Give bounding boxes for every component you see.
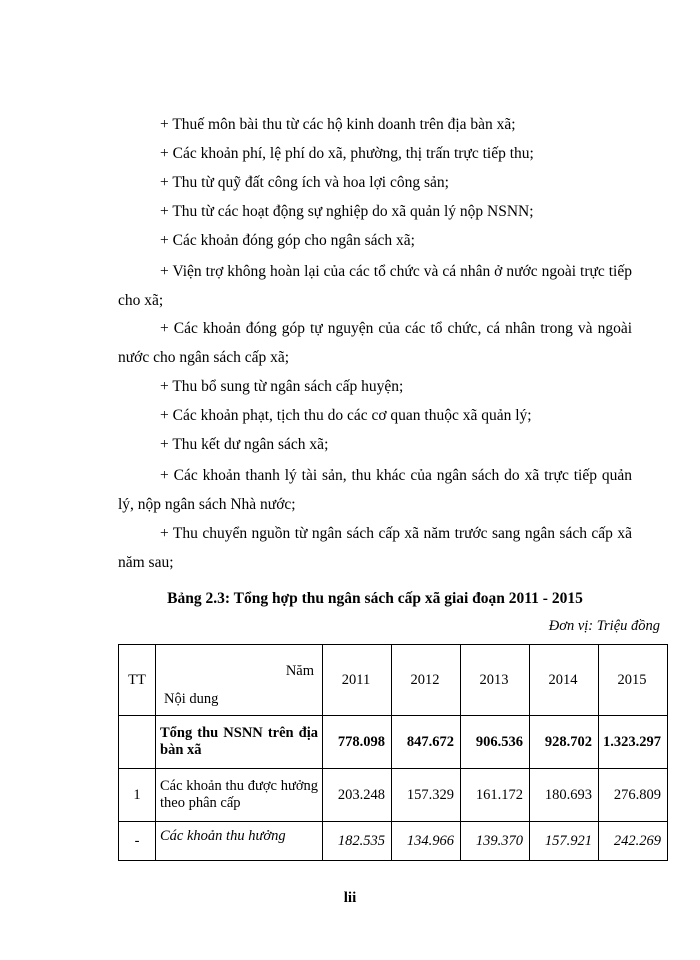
bullet-3: + Thu từ quỹ đất công ích và hoa lợi công sản; [160, 174, 449, 191]
bullet-6: + Viện trợ không hoàn lại của các tổ chức và cá nhân ở nước ngoài trực tiếp cho xã; [118, 263, 632, 309]
bullet-7: + Các khoản đóng góp tự nguyện của các tổ chức, cá nhân trong và ngoài nước cho ngân sách cấp xã; [118, 320, 632, 366]
row-value: 157.921 [530, 822, 599, 861]
header-nam: Năm [285, 663, 314, 679]
row-tt [119, 716, 156, 769]
row-value: 906.536 [461, 716, 530, 769]
table-unit: Đơn vị: Triệu đồng [548, 618, 660, 634]
bullet-5: + Các khoản đóng góp cho ngân sách xã; [160, 232, 415, 249]
header-year: 2011 [323, 645, 392, 716]
row-content: Các khoản thu được hưởng theo phân cấp [156, 769, 323, 822]
row-content: Tổng thu NSNN trên địa bàn xã [156, 716, 323, 769]
table-caption: Bảng 2.3: Tổng hợp thu ngân sách cấp xã giai đoạn 2011 - 2015 [167, 590, 583, 607]
bullet-12: + Thu chuyển nguồn từ ngân sách cấp xã năm trước sang ngân sách cấp xã năm sau; [118, 525, 632, 571]
bullet-1: + Thuế môn bài thu từ các hộ kinh doanh trên địa bàn xã; [160, 116, 516, 133]
row-value: 1.323.297 [599, 716, 668, 769]
row-value: 139.370 [461, 822, 530, 861]
row-value: 847.672 [392, 716, 461, 769]
row-content: Các khoản thu hưởng [156, 822, 323, 861]
bullet-11: + Các khoản thanh lý tài sản, thu khác của ngân sách do xã trực tiếp quản lý, nộp ngân sách Nhà nước; [118, 467, 632, 513]
bullet-9: + Các khoản phạt, tịch thu do các cơ quan thuộc xã quản lý; [160, 407, 532, 424]
row-tt: 1 [119, 769, 156, 822]
bullet-4: + Thu từ các hoạt động sự nghiệp do xã quản lý nộp NSNN; [160, 203, 534, 220]
header-year: 2014 [530, 645, 599, 716]
bullet-2: + Các khoản phí, lệ phí do xã, phường, thị trấn trực tiếp thu; [160, 145, 534, 162]
header-year: 2012 [392, 645, 461, 716]
bullet-8: + Thu bổ sung từ ngân sách cấp huyện; [160, 378, 404, 395]
row-value: 180.693 [530, 769, 599, 822]
header-year: 2013 [461, 645, 530, 716]
table-row [119, 769, 668, 822]
row-value: 242.269 [599, 822, 668, 861]
row-value: 778.098 [323, 716, 392, 769]
row-value: 928.702 [530, 716, 599, 769]
header-tt: TT [119, 645, 156, 716]
row-tt: - [119, 822, 156, 861]
header-content [156, 645, 323, 716]
table-row [119, 716, 668, 769]
row-value: 203.248 [323, 769, 392, 822]
budget-table [118, 644, 668, 861]
row-value: 157.329 [392, 769, 461, 822]
header-year: 2015 [599, 645, 668, 716]
row-value: 161.172 [461, 769, 530, 822]
header-noi-dung: Nội dung [164, 691, 219, 707]
table-row [119, 822, 668, 861]
table-header-row [119, 645, 668, 716]
row-value: 134.966 [392, 822, 461, 861]
row-value: 182.535 [323, 822, 392, 861]
bullet-10: + Thu kết dư ngân sách xã; [160, 436, 329, 453]
row-value: 276.809 [599, 769, 668, 822]
page-number: lii [343, 890, 357, 906]
